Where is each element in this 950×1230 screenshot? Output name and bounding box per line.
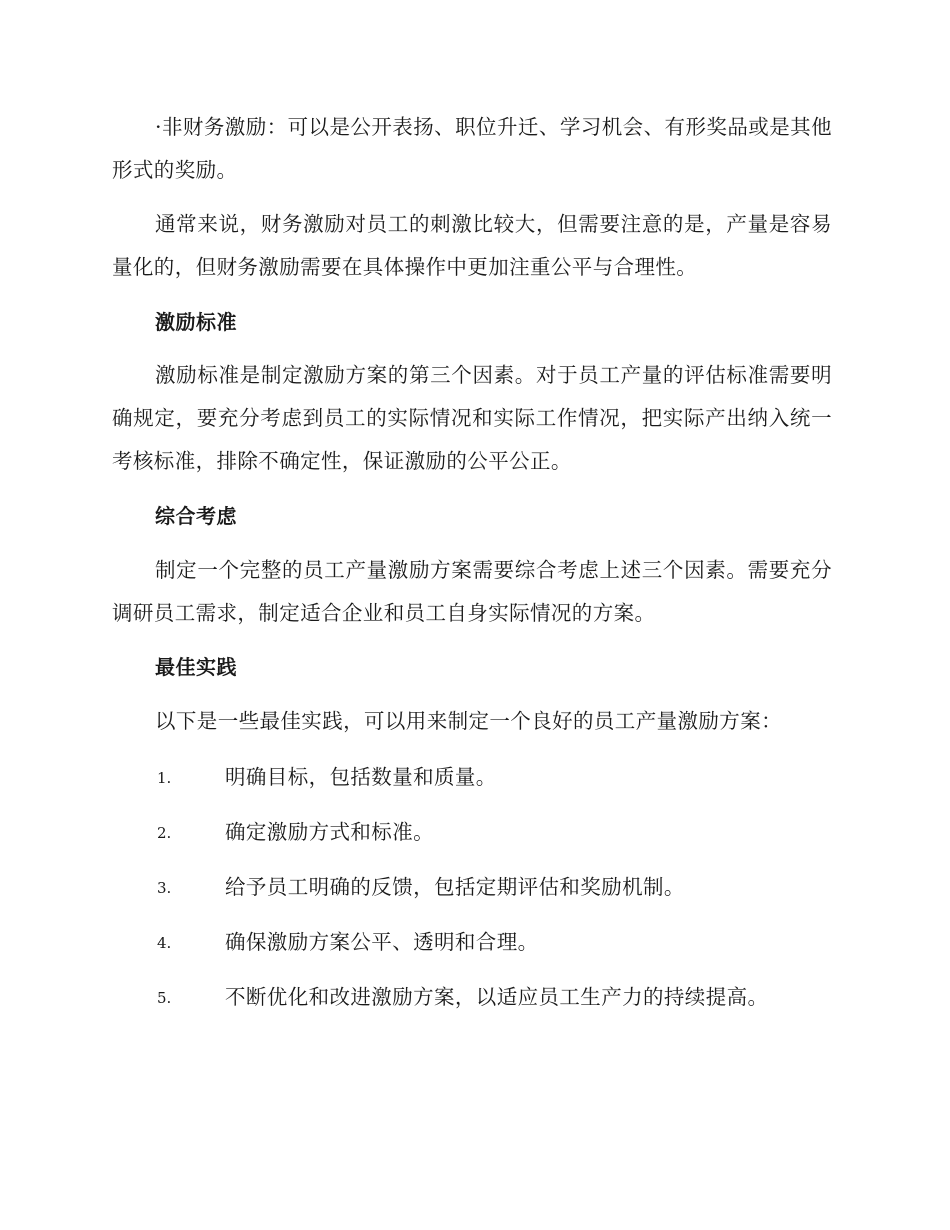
list-item-text: 明确目标，包括数量和质量。: [225, 765, 497, 789]
list-item-text: 确保激励方案公平、透明和合理。: [225, 930, 539, 954]
list-item: [157, 927, 837, 957]
heading-incentive-standard: 激励标准: [155, 310, 237, 334]
heading-best-practices: 最佳实践: [155, 655, 237, 679]
paragraph-incentive-standard: 激励标准是制定激励方案的第三个因素。对于员工产量的评估标准需要明确规定，要充分考虑到员工的实际情况和实际工作情况，把实际产出纳入统一考核标准，排除不确定性，保证激励的公平公正。: [112, 363, 832, 473]
list-item: [157, 817, 837, 847]
list-item-number: 1.: [157, 769, 172, 787]
list-item: [157, 872, 837, 902]
list-item-number: 4.: [157, 934, 172, 952]
paragraph-comprehensive-consideration: 制定一个完整的员工产量激励方案需要综合考虑上述三个因素。需要充分调研员工需求，制定适合企业和员工自身实际情况的方案。: [112, 558, 832, 625]
list-item-text: 给予员工明确的反馈，包括定期评估和奖励机制。: [225, 875, 685, 899]
list-item: [157, 762, 837, 792]
list-item-text: 确定激励方式和标准。: [225, 820, 434, 844]
paragraph-financial-incentive-note: 通常来说，财务激励对员工的刺激比较大，但需要注意的是，产量是容易量化的，但财务激励需要在具体操作中更加注重公平与合理性。: [112, 212, 832, 279]
list-item-number: 5.: [157, 989, 172, 1007]
list-item-text: 不断优化和改进激励方案，以适应员工生产力的持续提高。: [225, 985, 769, 1009]
list-item-number: 2.: [157, 824, 172, 842]
paragraph-best-practices-intro: 以下是一些最佳实践，可以用来制定一个良好的员工产量激励方案：: [155, 709, 782, 733]
list-item-number: 3.: [157, 879, 172, 897]
paragraph-non-financial-incentive: ·非财务激励：可以是公开表扬、职位升迁、学习机会、有形奖品或是其他形式的奖励。: [112, 115, 832, 182]
list-item: [157, 982, 837, 1012]
heading-comprehensive-consideration: 综合考虑: [155, 504, 237, 528]
